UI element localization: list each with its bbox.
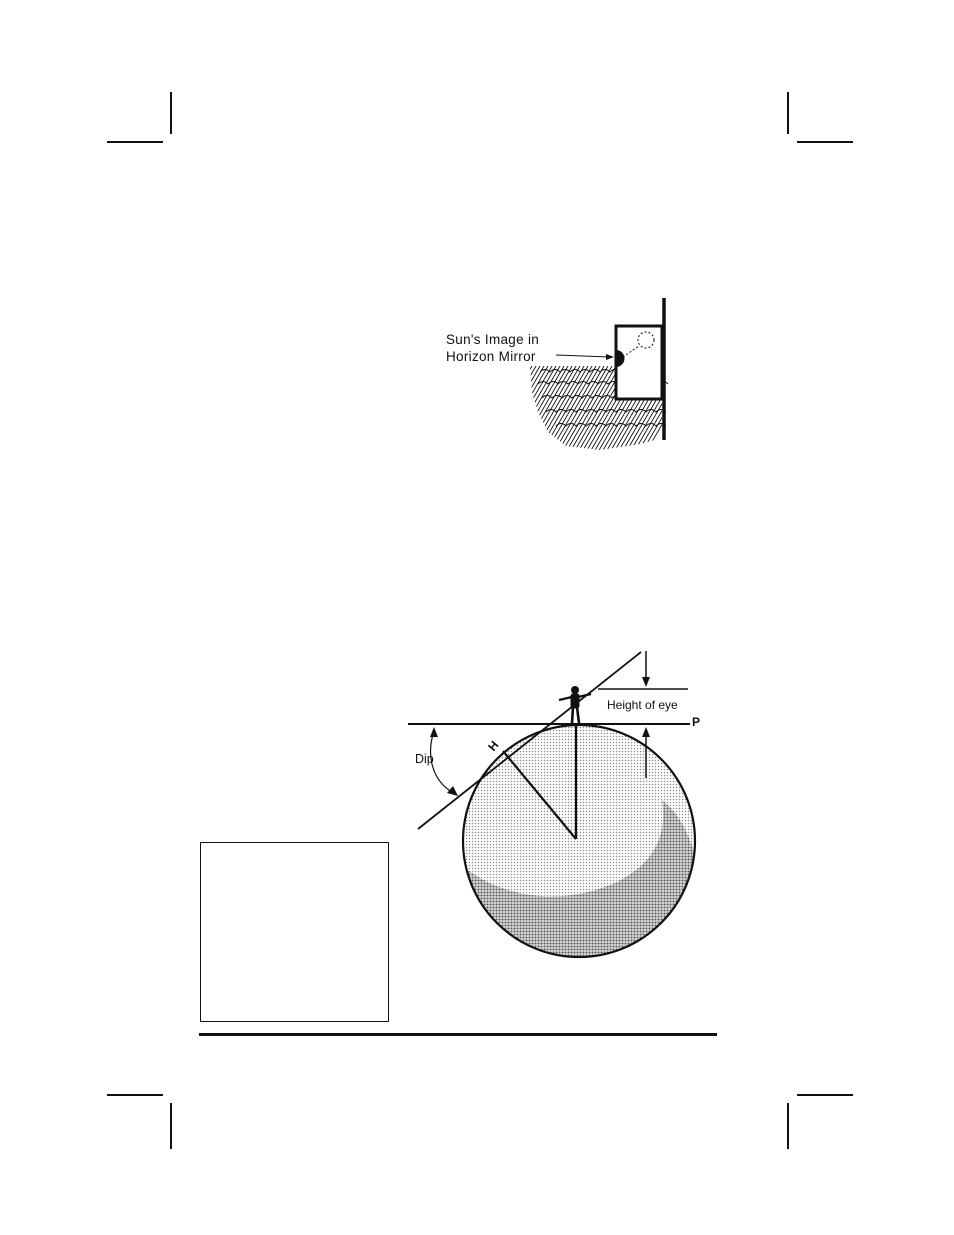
- height-arrow-top-head: [642, 677, 650, 687]
- sidebar-box: [200, 842, 389, 1022]
- point-p-label: P: [692, 715, 701, 729]
- mirror-label-line1: Sun's Image in: [446, 332, 540, 347]
- mirror-label-line2: Horizon Mirror: [446, 349, 536, 364]
- dip-label: Dip: [415, 752, 434, 766]
- observer-figure: [559, 687, 591, 724]
- height-of-eye-label: Height of eye: [607, 698, 678, 712]
- height-arrow-bottom-head: [642, 727, 650, 737]
- bottom-rule: [199, 1033, 717, 1036]
- dip-arrow-top: [430, 727, 438, 737]
- point-h-label: H: [485, 738, 502, 754]
- dip-arrow-bottom: [447, 786, 458, 796]
